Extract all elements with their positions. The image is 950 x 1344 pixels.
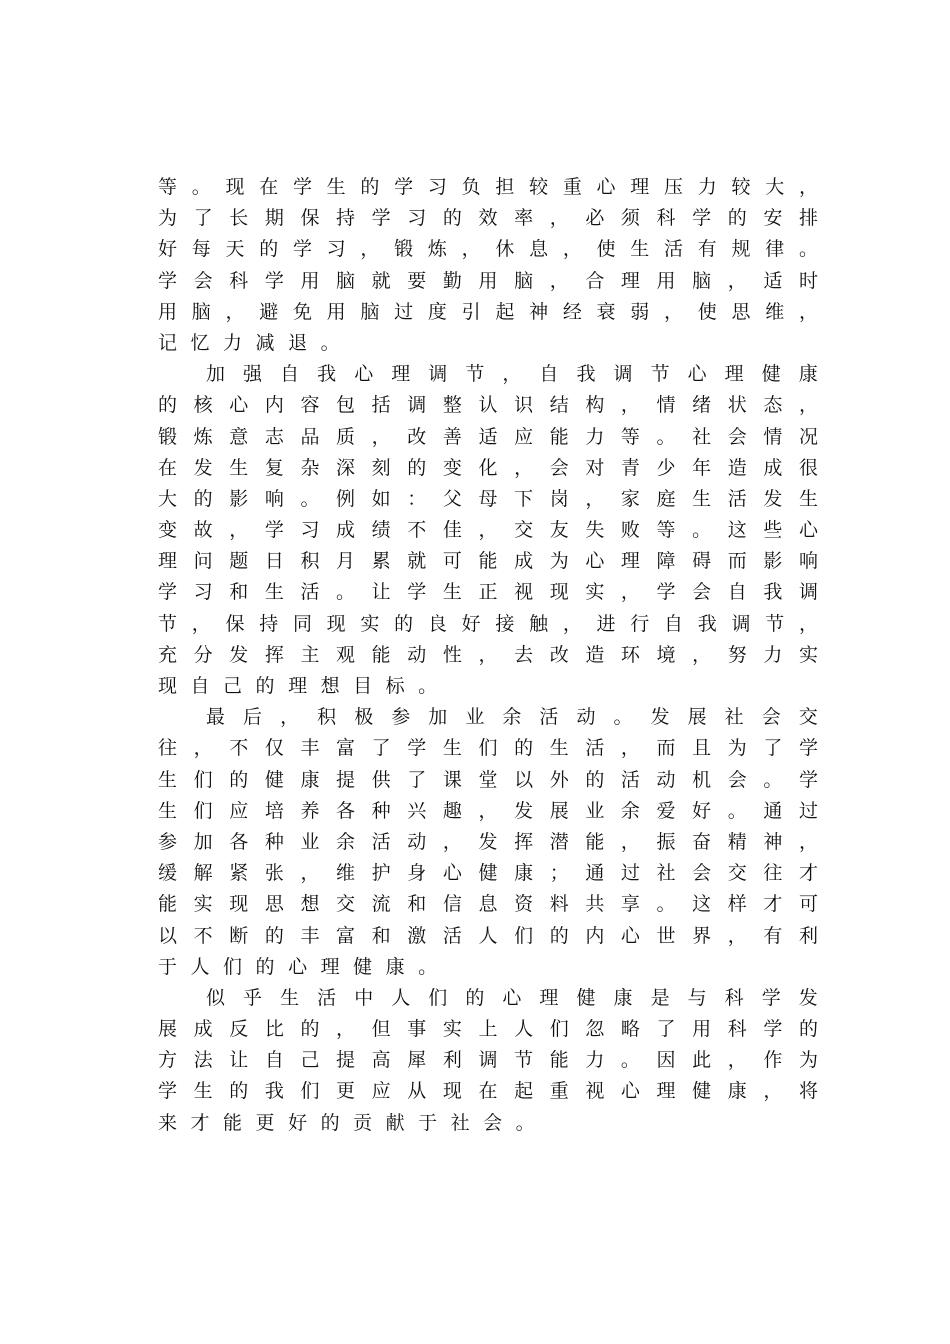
text-line: 节 ， 保 持 同 现 实 的 良 好 接 触 ， 进 行 自 我 调 节 ， xyxy=(158,612,818,635)
text-line: 似 乎 生 活 中 人 们 的 心 理 健 康 是 与 科 学 发 xyxy=(206,986,818,1009)
text-line: 学 习 和 生 活 。 让 学 生 正 视 现 实 ， 学 会 自 我 调 xyxy=(158,581,818,604)
text-line: 来 才 能 更 好 的 贡 献 于 社 会 。 xyxy=(158,1111,535,1134)
text-line: 理 问 题 日 积 月 累 就 可 能 成 为 心 理 障 碍 而 影 响 xyxy=(158,550,818,573)
text-line: 好 每 天 的 学 习 ， 锻 炼 ， 休 息 ， 使 生 活 有 规 律 。 xyxy=(158,238,818,261)
text-line: 在 发 生 复 杂 深 刻 的 变 化 ， 会 对 青 少 年 造 成 很 xyxy=(158,456,818,479)
text-line: 学 会 科 学 用 脑 就 要 勤 用 脑 ， 合 理 用 脑 ， 适 时 xyxy=(158,269,818,292)
text-line: 大 的 影 响 。 例 如 ： 父 母 下 岗 ， 家 庭 生 活 发 生 xyxy=(158,487,818,510)
text-line: 为 了 长 期 保 持 学 习 的 效 率 ， 必 须 科 学 的 安 排 xyxy=(158,207,818,230)
body-text xyxy=(158,172,818,1139)
text-line: 往 ， 不 仅 丰 富 了 学 生 们 的 生 活 ， 而 且 为 了 学 xyxy=(158,737,818,760)
text-line: 记 忆 力 减 退 。 xyxy=(158,331,340,354)
text-line: 缓 解 紧 张 ， 维 护 身 心 健 康 ； 通 过 社 会 交 往 才 xyxy=(158,862,818,885)
text-line: 的 核 心 内 容 包 括 调 整 认 识 结 构 ， 情 绪 状 态 ， xyxy=(158,394,818,417)
text-line: 锻 炼 意 志 品 质 ， 改 善 适 应 能 力 等 。 社 会 情 况 xyxy=(158,425,818,448)
text-line: 学 生 的 我 们 更 应 从 现 在 起 重 视 心 理 健 康 ， 将 xyxy=(158,1080,818,1103)
text-line: 以 不 断 的 丰 富 和 激 活 人 们 的 内 心 世 界 ， 有 利 xyxy=(158,924,818,947)
text-line: 生 们 的 健 康 提 供 了 课 堂 以 外 的 活 动 机 会 。 学 xyxy=(158,768,818,791)
text-line: 现 自 己 的 理 想 目 标 。 xyxy=(158,675,438,697)
text-line: 能 实 现 思 想 交 流 和 信 息 资 料 共 享 。 这 样 才 可 xyxy=(158,893,818,916)
text-line: 方 法 让 自 己 提 高 犀 利 调 节 能 力 。 因 此 ， 作 为 xyxy=(158,1049,818,1072)
text-line: 用 脑 ， 避 免 用 脑 过 度 引 起 神 经 衰 弱 ， 使 思 维 ， xyxy=(158,300,818,323)
text-line: 加 强 自 我 心 理 调 节 ， 自 我 调 节 心 理 健 康 xyxy=(206,363,818,386)
text-line: 等 。 现 在 学 生 的 学 习 负 担 较 重 心 理 压 力 较 大 ， xyxy=(158,176,818,198)
text-line: 最 后 ， 积 极 参 加 业 余 活 动 。 发 展 社 会 交 xyxy=(206,706,818,729)
text-line: 于 人 们 的 心 理 健 康 。 xyxy=(158,955,438,978)
text-line: 生 们 应 培 养 各 种 兴 趣 ， 发 展 业 余 爱 好 。 通 过 xyxy=(158,799,818,822)
text-line: 参 加 各 种 业 余 活 动 ， 发 挥 潜 能 ， 振 奋 精 神 ， xyxy=(158,830,818,853)
text-line: 展 成 反 比 的 ， 但 事 实 上 人 们 忽 略 了 用 科 学 的 xyxy=(158,1018,818,1041)
text-line: 充 分 发 挥 主 观 能 动 性 ， 去 改 造 环 境 ， 努 力 实 xyxy=(158,643,818,666)
text-line: 变 故 ， 学 习 成 绩 不 佳 ， 交 友 失 败 等 。 这 些 心 xyxy=(158,519,818,542)
